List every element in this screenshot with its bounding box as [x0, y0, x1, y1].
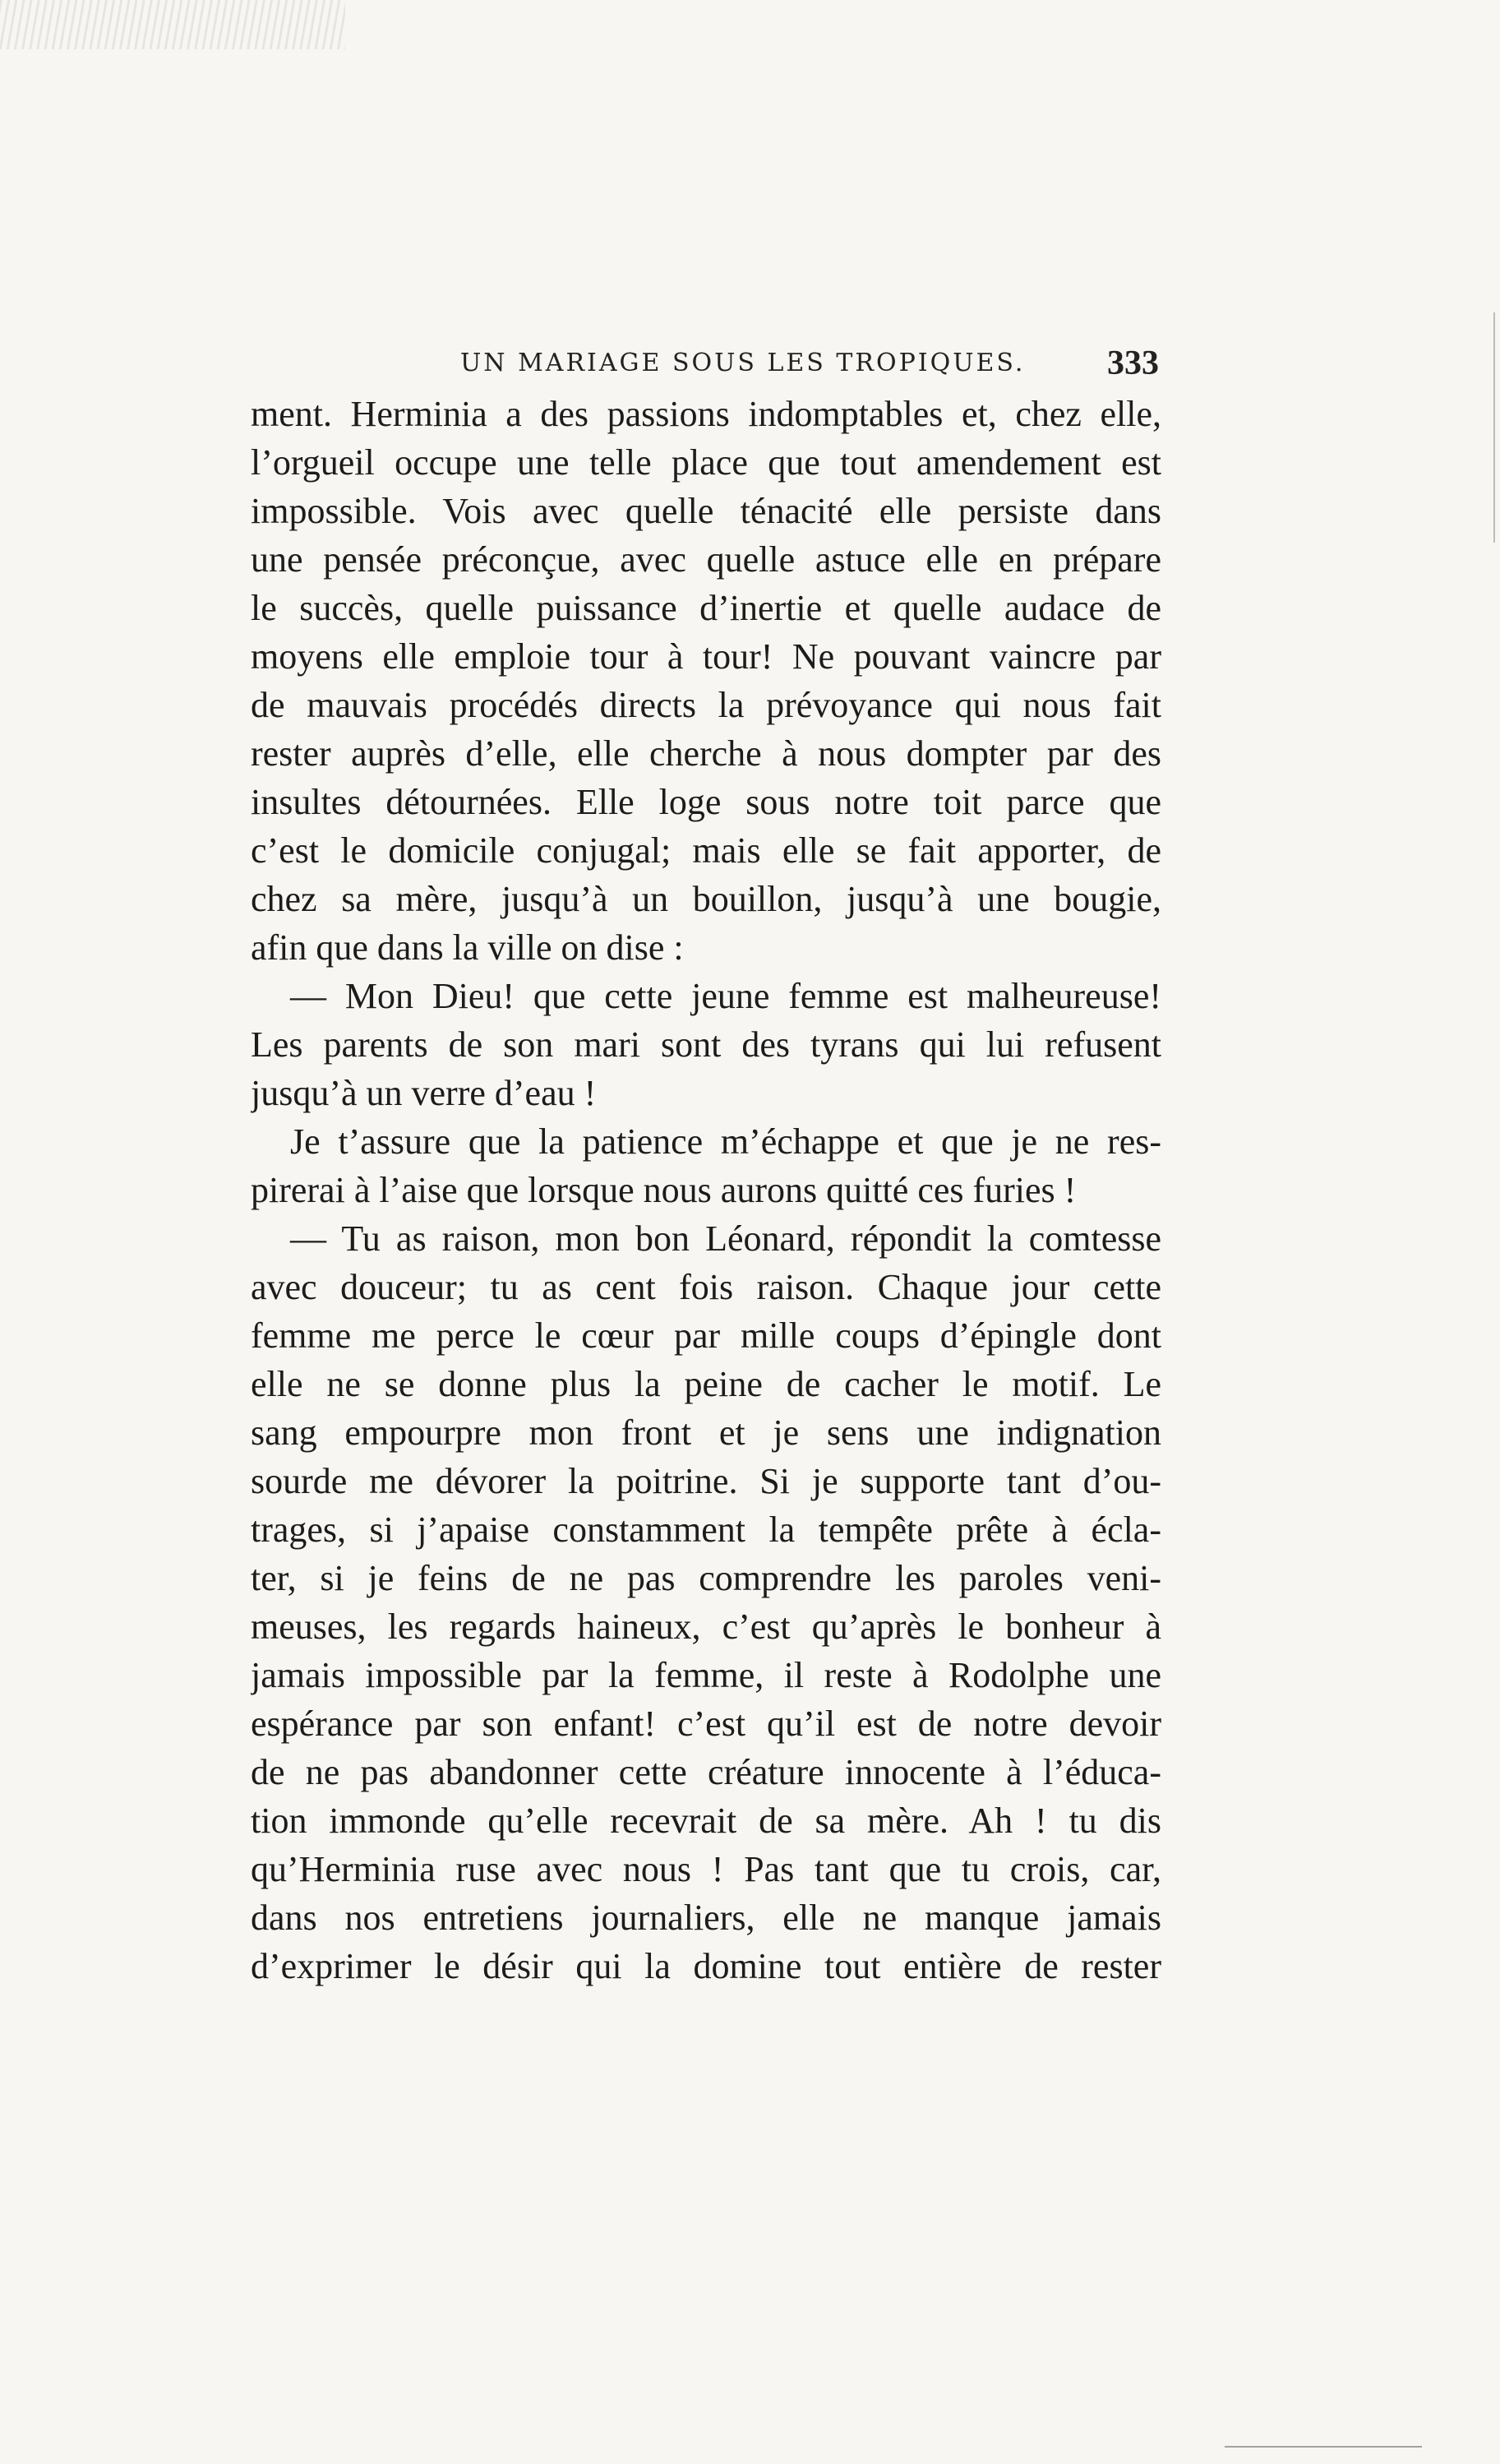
text-line: l’orgueil occupe une telle place que tout amendement est: [251, 442, 1161, 483]
text-line: ter, si je feins de ne pas comprendre les paroles veni-: [251, 1558, 1161, 1598]
text-line: c’est le domicile conjugal; mais elle se fait apporter, de: [251, 830, 1161, 871]
text-line: ment. Herminia a des passions indomptables et, chez elle,: [251, 394, 1161, 434]
page-number: 333: [1107, 344, 1159, 382]
text-line: de mauvais procédés directs la prévoyance qui nous fait: [251, 685, 1161, 725]
text-line: espérance par son enfant! c’est qu’il est de notre devoir: [251, 1704, 1161, 1744]
bottom-rule: [1225, 2446, 1422, 2448]
text-line: une pensée préconçue, avec quelle astuce elle en prépare: [251, 539, 1161, 580]
text-line: le succès, quelle puissance d’inertie et quelle audace de: [251, 588, 1161, 628]
text-line: avec douceur; tu as cent fois raison. Chaque jour cette: [251, 1267, 1161, 1307]
running-title: UN MARIAGE SOUS LES TROPIQUES.: [460, 349, 1026, 377]
text-line: Les parents de son mari sont des tyrans qui lui refusent: [251, 1024, 1161, 1065]
text-line: elle ne se donne plus la peine de cacher le motif. Le: [251, 1364, 1161, 1404]
text-line: chez sa mère, jusqu’à un bouillon, jusqu’à une bougie,: [251, 879, 1161, 919]
text-line: meuses, les regards haineux, c’est qu’après le bonheur à: [251, 1606, 1161, 1647]
text-line: tion immonde qu’elle recevrait de sa mère. Ah ! tu dis: [251, 1801, 1161, 1841]
text-line: — Mon Dieu! que cette jeune femme est malheureuse!: [290, 976, 1161, 1016]
running-head: [255, 344, 1159, 393]
text-line: sang empourpre mon front et je sens une indignation: [251, 1412, 1161, 1453]
text-line: jamais impossible par la femme, il reste à Rodolphe une: [251, 1655, 1161, 1695]
text-line: — Tu as raison, mon bon Léonard, répondit la comtesse: [290, 1218, 1161, 1259]
text-line: impossible. Vois avec quelle ténacité elle persiste dans: [251, 491, 1161, 531]
text-line: afin que dans la ville on dise :: [251, 927, 684, 968]
text-line: jusqu’à un verre d’eau !: [251, 1073, 597, 1113]
text-line: rester auprès d’elle, elle cherche à nous dompter par des: [251, 733, 1161, 774]
scan-artifact: [0, 0, 345, 49]
body-text: [251, 390, 1161, 1990]
text-line: qu’Herminia ruse avec nous ! Pas tant que tu crois, car,: [251, 1849, 1161, 1889]
page-edge-mark: [1488, 312, 1495, 543]
text-line: sourde me dévorer la poitrine. Si je supporte tant d’ou-: [251, 1461, 1161, 1501]
text-line: Je t’assure que la patience m’échappe et que je ne res-: [290, 1121, 1161, 1162]
text-line: femme me perce le cœur par mille coups d’épingle dont: [251, 1315, 1161, 1356]
text-line: de ne pas abandonner cette créature innocente à l’éduca-: [251, 1752, 1161, 1792]
text-line: dans nos entretiens journaliers, elle ne manque jamais: [251, 1898, 1161, 1938]
text-line: moyens elle emploie tour à tour! Ne pouvant vaincre par: [251, 636, 1161, 677]
text-line: pirerai à l’aise que lorsque nous aurons quitté ces furies !: [251, 1170, 1077, 1210]
text-line: d’exprimer le désir qui la domine tout entière de rester: [251, 1946, 1161, 1986]
text-line: trages, si j’apaise constamment la tempête prête à écla-: [251, 1509, 1161, 1550]
text-line: insultes détournées. Elle loge sous notre toit parce que: [251, 782, 1161, 822]
